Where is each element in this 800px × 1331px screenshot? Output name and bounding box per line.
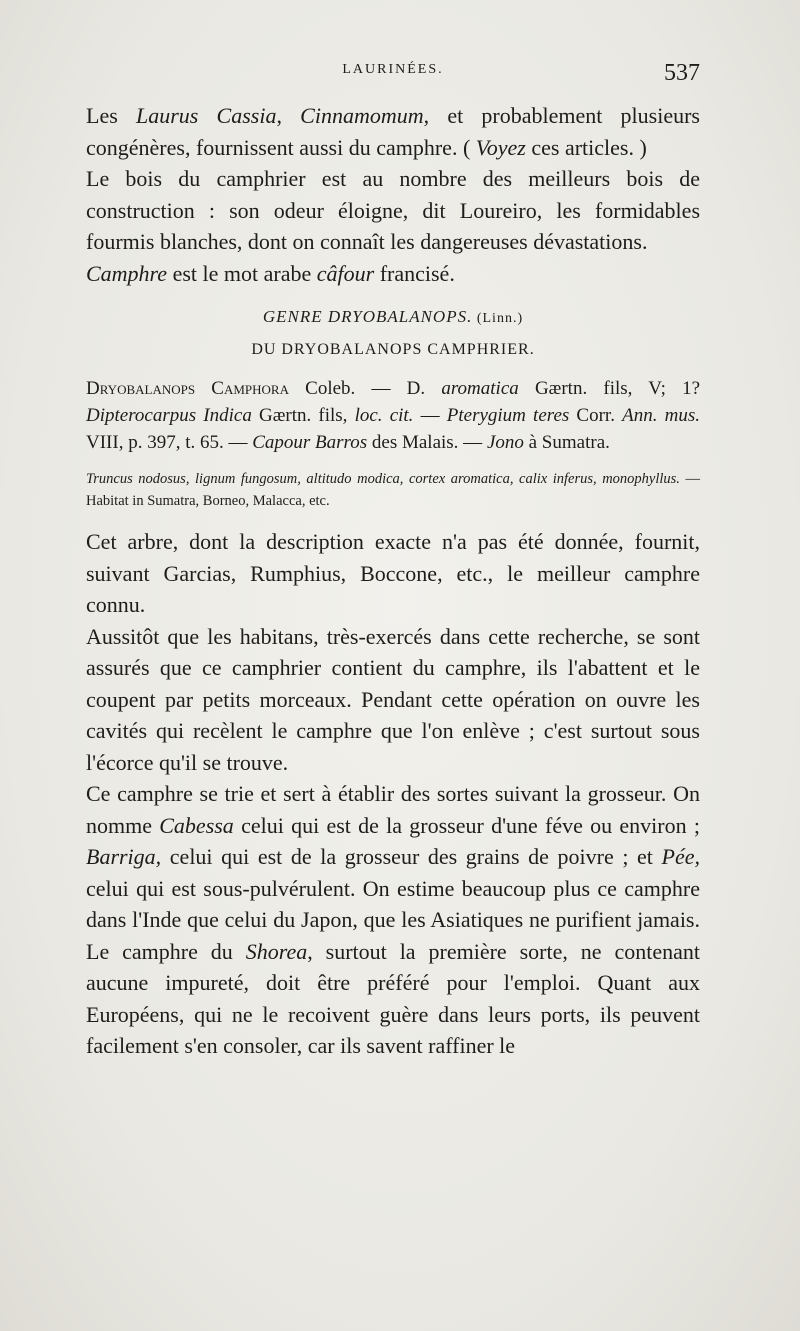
paragraph-ce-camphre [86, 778, 700, 1062]
syn-text-1: Coleb. — D. [288, 378, 442, 399]
para3-text-2: francisé. [374, 260, 455, 286]
para1-text-3: , et probablement plusieurs congénères, fournissent aussi du camphre. ( [86, 103, 700, 160]
para1-italic-cinnamomum: Cinnamomum [300, 103, 424, 128]
genus-author: (Linn.) [472, 311, 524, 326]
page-content [86, 60, 700, 1062]
syn-text-2: Gærtn. fils, V; 1? [518, 378, 701, 399]
syn-text-6: VIII, p. 397, t. 65. — [86, 432, 253, 453]
para6-italic-pee: Pée, [661, 844, 700, 869]
para6-text-2: celui qui est de la grosseur d'une féve ou environ ; [233, 812, 700, 838]
para6-italic-barriga: Barriga, [86, 844, 162, 869]
syn-text-4: — [413, 405, 447, 426]
syn-italic-capour-barros: Capour Barros [252, 432, 368, 453]
para6-italic-shorea: Shorea [245, 938, 308, 964]
paragraph-aussitot: Aussitôt que les habitans, très-exercés dans cette recherche, se sont assurés que ce camphrier contient du camphre, ils l'abattent et le coupent par petits morceaux. Pendant cette opération on ouvre les cavités qui recèlent le camphre que l'on enlève ; c'est surtout sous l'écorce qu'il se trouve. [86, 623, 700, 775]
section-gap [86, 512, 700, 526]
syn-italic-pterygium: Pterygium teres [446, 405, 570, 426]
running-head [86, 60, 700, 100]
para6-italic-cabessa: Cabessa [159, 812, 234, 838]
para6-text-1: Ce camphre se trie et sert à établir des sortes suivant la grosseur. On nomme [86, 781, 700, 838]
para6-text-4: celui qui est sous-pulvérulent. On estime beaucoup plus ce camphre dans l'Inde que celui du Japon, que les Asiatiques ne purifient jamais. Le camphre du [86, 875, 700, 964]
para1-text-4: ces articles. ) [525, 134, 647, 160]
syn-italic-aromatica: aromatica [441, 378, 519, 399]
paragraph-cet-arbre: Cet arbre, dont la description exacte n'a pas été donnée, fournit, suivant Garcias, Rumphius, Boccone, etc., le meilleur camphre connu. [86, 529, 700, 617]
syn-text-3: Gærtn. fils, [251, 405, 355, 426]
species-heading: DU DRYOBALANOPS CAMPHRIER. [251, 341, 535, 358]
latin-habitat: — Habitat in Sumatra, Borneo, Malacca, etc. [86, 471, 700, 509]
latin-description [86, 468, 700, 512]
syn-italic-dipterocarpus: Dipterocarpus Indica [86, 405, 252, 426]
para1-text-1: Les [86, 103, 136, 128]
para6-text-5: , surtout la première sorte, ne contenant aucune impureté, doit être préféré pour l'emploi. Quant aux Européens, qui ne le recoivent guère dans leurs ports, ils peuvent facilement s'en consoler, car ils savent raffiner le [86, 938, 700, 1058]
running-title: LAURINÉES. [342, 62, 444, 77]
syn-italic-loc-cit: loc. cit. [354, 405, 414, 426]
para1-text-2: , [276, 103, 301, 128]
paragraph-camphre-arabe [86, 258, 700, 290]
paragraph-bois: Le bois du camphrier est au nombre des meilleurs bois de construction : son odeur éloigne, dit Loureiro, les formidables fourmis blanches, dont on connaît les dangereuses dévastations. [86, 166, 700, 254]
para3-italic-camphre: Camphre [86, 260, 168, 286]
para6-text-3: celui qui est de la grosseur des grains de poivre ; et [161, 844, 662, 869]
syn-species-name: Dryobalanops Camphora [86, 378, 289, 399]
para3-italic-cafour: câfour [316, 260, 375, 286]
syn-italic-ann-mus: Ann. mus. [622, 405, 701, 426]
para3-text-1: est le mot arabe [167, 260, 317, 286]
para1-italic-laurus-cassia: Laurus Cassia [135, 103, 277, 128]
syn-text-5: Corr. [569, 405, 623, 426]
page-number: 537 [664, 60, 700, 86]
latin-italic-description: Truncus nodosus, lignum fungosum, altitudo modica, cortex aromatica, calix inferus, monophyllus. [86, 471, 680, 487]
syn-text-8: à Sumatra. [523, 432, 610, 453]
syn-text-7: des Malais. — [367, 432, 487, 453]
genus-heading [86, 307, 700, 327]
synonymy-paragraph [86, 375, 700, 456]
genus-name: GENRE DRYOBALANOPS. [262, 307, 473, 326]
syn-italic-jono: Jono [486, 432, 524, 453]
para1-italic-voyez: Voyez [475, 134, 526, 160]
paragraph-laurus [86, 100, 700, 163]
